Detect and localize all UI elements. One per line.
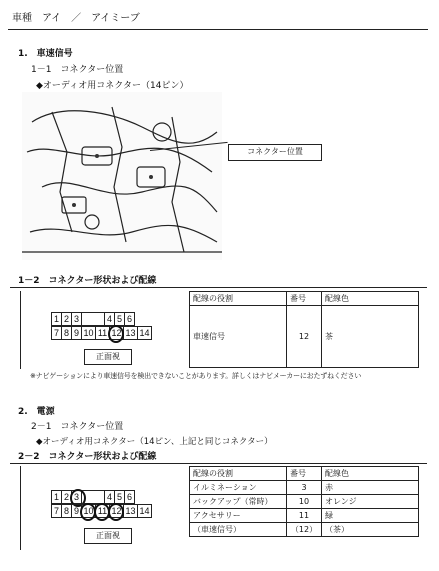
table-header-row	[190, 467, 419, 481]
connector-bottom-row	[51, 326, 152, 339]
connector-bottom-row	[51, 504, 152, 517]
key-notch	[82, 490, 105, 504]
pin-highlighted: 3	[72, 490, 82, 504]
table-cell: （車速信号）	[190, 523, 287, 537]
pin: 9	[72, 504, 82, 518]
connector-location-photo	[22, 92, 222, 260]
table-cell: 10	[287, 495, 322, 509]
front-view-label: 正面視	[84, 349, 132, 365]
pin: 3	[72, 312, 82, 326]
pin: 14	[138, 504, 152, 518]
pin: 14	[138, 326, 152, 340]
pin: 5	[115, 312, 125, 326]
table-header: 配線色	[322, 292, 419, 306]
pin-highlighted: 12	[110, 504, 124, 518]
pin: 10	[82, 326, 96, 340]
key-notch	[82, 312, 105, 326]
section2-rule	[10, 463, 427, 464]
table-cell: イルミネーション	[190, 481, 287, 495]
pin: 4	[105, 312, 115, 326]
pin: 5	[115, 490, 125, 504]
connector-diagram-2	[20, 466, 190, 550]
table-cell: アクセサリー	[190, 509, 287, 523]
connector-location-label: コネクター位置	[228, 144, 322, 161]
pin: 7	[51, 504, 62, 518]
table-header: 番号	[287, 292, 322, 306]
title-rule	[8, 29, 428, 30]
table-header: 配線の役割	[190, 292, 287, 306]
table-cell: 茶	[322, 306, 419, 368]
wiring-table-2	[189, 466, 419, 537]
section2-sub2: 2－2 コネクター形状および配線	[18, 452, 157, 462]
section2-connector-note: ◆オーディオ用コネクター（14ピン、上記と同じコネクター）	[36, 437, 273, 447]
table-cell: 11	[287, 509, 322, 523]
pin: 4	[105, 490, 115, 504]
section1-sub1: 1－1 コネクター位置	[31, 65, 124, 75]
connector-top-row	[51, 490, 135, 503]
pin: 6	[125, 312, 135, 326]
pin: 1	[51, 312, 62, 326]
table-row	[190, 306, 419, 368]
pin: 8	[62, 504, 72, 518]
table-cell: 車速信号	[190, 306, 287, 368]
front-view-label: 正面視	[84, 528, 132, 544]
table-row	[190, 495, 419, 509]
table-cell: （12）	[287, 523, 322, 537]
table-cell: オレンジ	[322, 495, 419, 509]
table-cell: 緑	[322, 509, 419, 523]
connector-top-row	[51, 312, 135, 325]
table-cell: 赤	[322, 481, 419, 495]
table-header-row	[190, 292, 419, 306]
section1-heading: 1. 車速信号	[18, 49, 73, 59]
pin: 8	[62, 326, 72, 340]
table-cell: バックアップ（常時）	[190, 495, 287, 509]
table-header: 配線色	[322, 467, 419, 481]
table-row	[190, 523, 419, 537]
table-header: 配線の役割	[190, 467, 287, 481]
page-title: 車種 アイ ／ アイミーブ	[12, 13, 140, 24]
pin: 13	[124, 326, 138, 340]
pin: 2	[62, 312, 72, 326]
pin-highlighted: 12	[110, 326, 124, 340]
section1-connector-note: ◆オーディオ用コネクター（14ピン）	[36, 81, 189, 91]
table-cell: 3	[287, 481, 322, 495]
pin: 2	[62, 490, 72, 504]
section2-sub1: 2－1 コネクター位置	[31, 422, 124, 432]
wiring-table-1	[189, 291, 419, 368]
section1-rule	[10, 287, 427, 288]
pin-highlighted: 10	[82, 504, 96, 518]
pin: 11	[96, 326, 110, 340]
footnote: ※ナビゲーションにより車速信号を検出できないことがあります。詳しくはナビメーカーにおたずねください	[30, 372, 362, 380]
section2-heading: 2. 電源	[18, 407, 55, 417]
table-row	[190, 481, 419, 495]
pin-highlighted: 11	[96, 504, 110, 518]
pin: 6	[125, 490, 135, 504]
pin: 9	[72, 326, 82, 340]
table-cell: （茶）	[322, 523, 419, 537]
pin: 1	[51, 490, 62, 504]
pin: 7	[51, 326, 62, 340]
table-cell: 12	[287, 306, 322, 368]
table-header: 番号	[287, 467, 322, 481]
table-row	[190, 509, 419, 523]
section1-sub2: 1－2 コネクター形状および配線	[18, 276, 157, 286]
pin: 13	[124, 504, 138, 518]
connector-diagram-1	[20, 291, 190, 369]
